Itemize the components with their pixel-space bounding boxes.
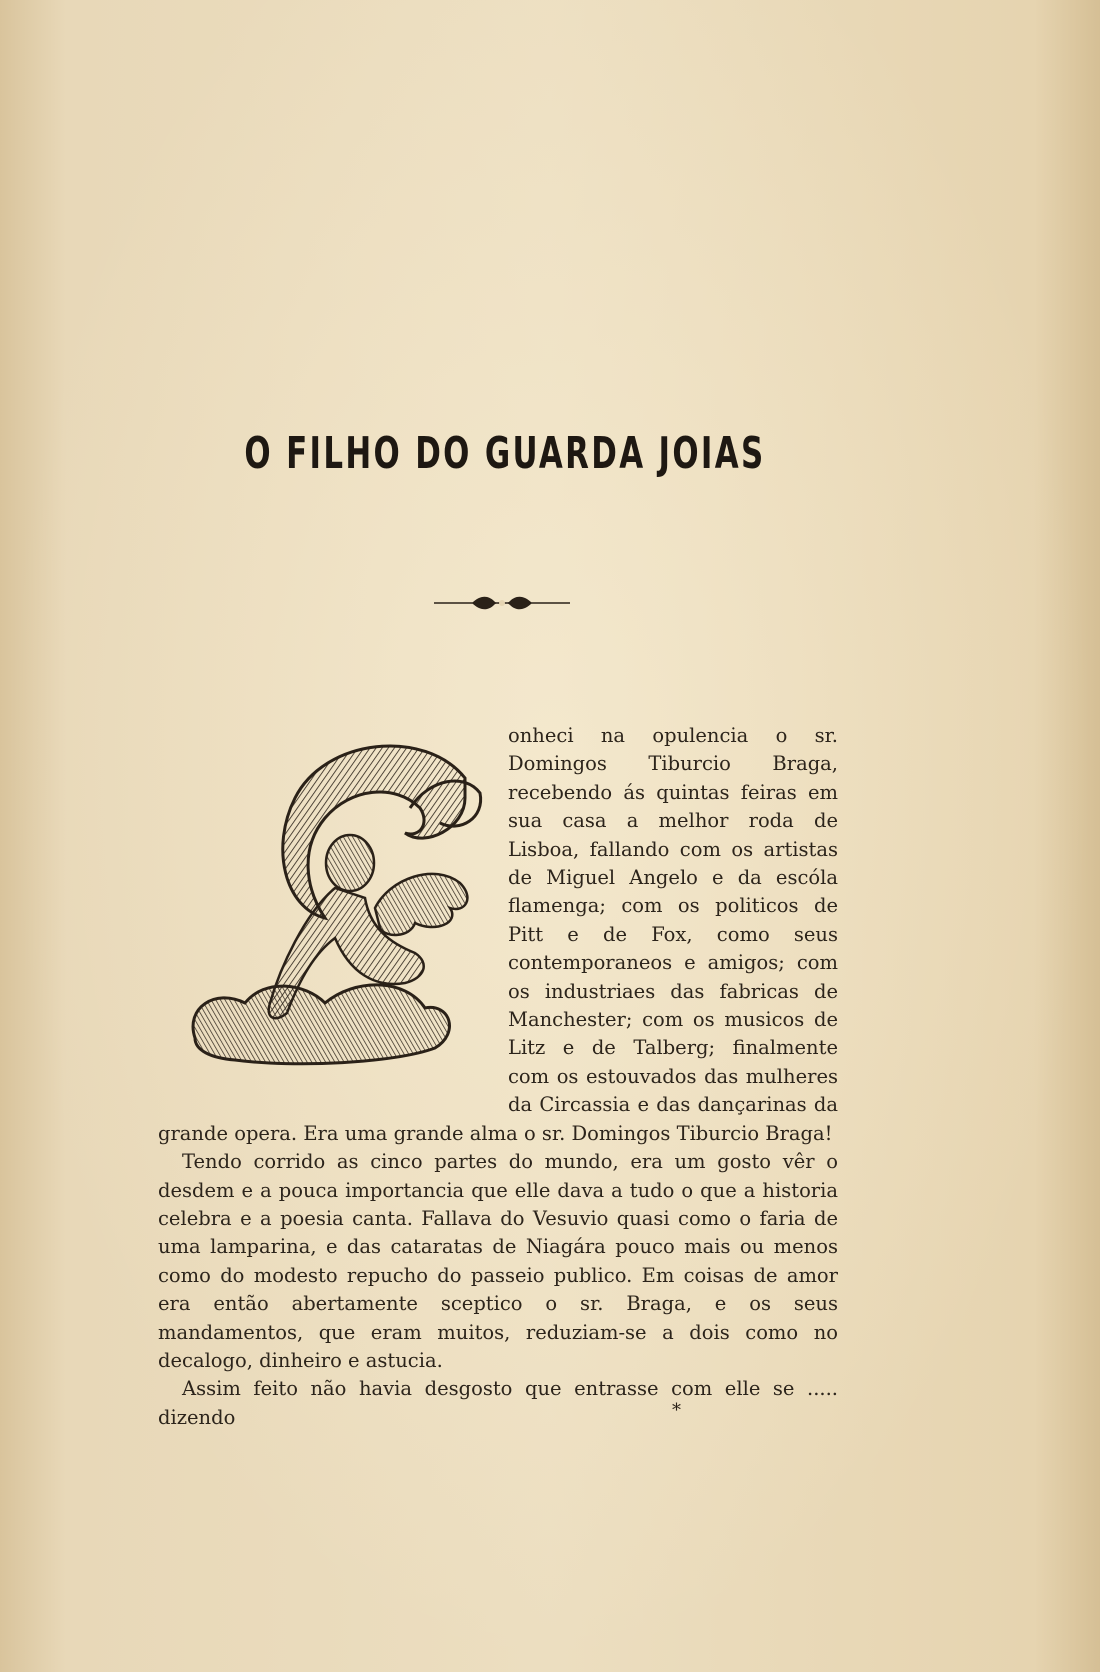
article-title: O FILHO DO GUARDA JOIAS <box>244 428 766 479</box>
article-body <box>158 722 838 1432</box>
drop-cap-space <box>158 722 508 1114</box>
footer-mark: * <box>672 1400 681 1421</box>
paragraph-2: Tendo corrido as cinco partes do mundo, era um gosto vêr o desdem e a pouca importancia que elle dava a tudo o que a historia celebra e a poesia canta. Fallava do Vesuvio quasi como o faria de uma lamparina, e das cataratas de Niagára pouco mais ou menos como do modesto repucho do passeio publico. Em coisas de amor era então abertamente sceptico o sr. Braga, e os seus mandamentos, que eram muitos, reduziam-se a dois como no decalogo, dinheiro e astucia. <box>158 1150 838 1372</box>
paragraph-1: onheci na opulencia o sr. Domingos Tiburcio Braga, recebendo ás quintas feiras em sua casa a melhor roda de Lisboa, fallando com os artistas de Miguel Angelo e da escóla flamenga; com os politicos de Pitt e de Fox, como seus contemporaneos e amigos; com os industriaes das fabricas de Manchester; com os musicos de Litz e de Talberg; finalmente com os estouvados das mulheres da Circassia e das dançarinas da grande opera. Era uma grande alma o sr. Domingos Tiburcio Braga! <box>158 724 838 1145</box>
title-ornament <box>432 592 572 614</box>
paragraph-3: Assim feito não havia desgosto que entrasse com elle se ..... dizendo <box>158 1377 838 1429</box>
